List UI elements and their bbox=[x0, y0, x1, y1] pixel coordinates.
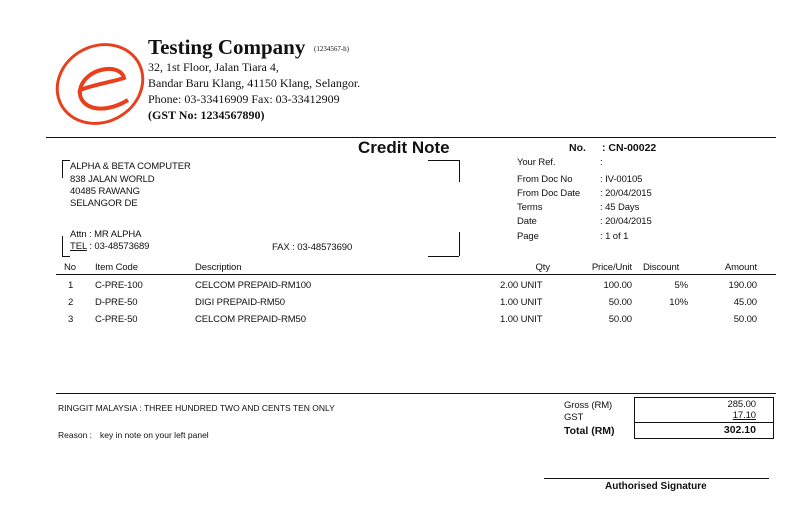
row-price: 50.00 bbox=[608, 297, 632, 308]
doc-title: Credit Note bbox=[358, 138, 450, 157]
row-amount: 50.00 bbox=[733, 314, 757, 325]
doc-info-value: : 45 Days bbox=[600, 202, 640, 213]
row-item-code: C-PRE-50 bbox=[95, 314, 138, 325]
row-qty: 1.00 UNIT bbox=[500, 314, 543, 325]
total-label: Total (RM) bbox=[564, 425, 615, 437]
doc-info-value: : bbox=[600, 157, 603, 168]
gross-value: 285.00 bbox=[727, 399, 756, 410]
row-amount: 190.00 bbox=[728, 280, 757, 291]
doc-info-label: Your Ref. bbox=[517, 157, 556, 168]
company-name: Testing Company bbox=[148, 35, 306, 59]
row-amount: 45.00 bbox=[733, 297, 757, 308]
customer-address1: 838 JALAN WORLD bbox=[70, 174, 155, 185]
company-gst: (GST No: 1234567890) bbox=[148, 108, 265, 122]
col-header-price: Price/Unit bbox=[591, 262, 632, 273]
doc-info-label: Date bbox=[517, 216, 537, 227]
row-price: 100.00 bbox=[603, 280, 632, 291]
doc-info-label: Terms bbox=[517, 202, 543, 213]
doc-no-value: : CN-00022 bbox=[602, 142, 657, 154]
customer-fax: FAX : 03-48573690 bbox=[272, 242, 353, 253]
customer-tel-value: : 03-48573689 bbox=[89, 241, 150, 252]
footer-divider bbox=[56, 393, 776, 394]
row-price: 50.00 bbox=[608, 314, 632, 325]
company-reg-no: (1234567-h) bbox=[314, 45, 349, 53]
reason-text: key in note on your left panel bbox=[100, 430, 209, 440]
col-header-no: No bbox=[64, 262, 76, 273]
row-qty: 2.00 UNIT bbox=[500, 280, 543, 291]
row-qty: 1.00 UNIT bbox=[500, 297, 543, 308]
row-discount: 5% bbox=[674, 280, 688, 291]
row-item-code: C-PRE-100 bbox=[95, 280, 143, 291]
col-header-description: Description bbox=[195, 262, 242, 273]
gross-label: Gross (RM) bbox=[564, 400, 613, 411]
col-header-amount: Amount bbox=[724, 262, 757, 273]
reason-label: Reason : bbox=[58, 430, 93, 440]
company-phone-fax: Phone: 03-33416909 Fax: 03-33412909 bbox=[148, 92, 340, 106]
row-no: 2 bbox=[68, 297, 74, 308]
doc-info-value: : IV-00105 bbox=[600, 174, 643, 185]
row-item-code: D-PRE-50 bbox=[95, 297, 138, 308]
gst-value: 17.10 bbox=[732, 410, 756, 421]
total-value: 302.10 bbox=[723, 424, 756, 436]
customer-tel-label: TEL bbox=[70, 241, 87, 252]
signature-label: Authorised Signature bbox=[605, 481, 707, 492]
table-header-divider bbox=[56, 274, 776, 275]
col-header-item-code: Item Code bbox=[95, 262, 138, 273]
row-description: CELCOM PREPAID-RM50 bbox=[195, 314, 306, 325]
customer-address2: 40485 RAWANG bbox=[70, 186, 140, 197]
doc-info-label: From Doc No bbox=[517, 174, 573, 185]
row-description: DIGI PREPAID-RM50 bbox=[195, 297, 285, 308]
company-address-line1: 32, 1st Floor, Jalan Tiara 4, bbox=[148, 60, 279, 74]
row-no: 1 bbox=[68, 280, 74, 291]
doc-info-label: From Doc Date bbox=[517, 188, 581, 199]
doc-no-label: No. bbox=[569, 142, 586, 154]
customer-tel bbox=[70, 241, 149, 252]
doc-info-label: Page bbox=[517, 231, 539, 242]
row-discount: 10% bbox=[669, 297, 688, 308]
customer-name: ALPHA & BETA COMPUTER bbox=[70, 161, 191, 172]
gst-label: GST bbox=[564, 412, 584, 423]
customer-attn: Attn : MR ALPHA bbox=[70, 229, 142, 240]
e-logo-icon bbox=[50, 38, 150, 130]
doc-info-value: : 20/04/2015 bbox=[600, 188, 652, 199]
customer-address3: SELANGOR DE bbox=[70, 198, 138, 209]
doc-info-value: : 20/04/2015 bbox=[600, 216, 652, 227]
signature-line bbox=[544, 478, 769, 479]
col-header-qty: Qty bbox=[535, 262, 550, 273]
doc-info-value: : 1 of 1 bbox=[600, 231, 629, 242]
row-description: CELCOM PREPAID-RM100 bbox=[195, 280, 312, 291]
row-no: 3 bbox=[68, 314, 74, 325]
amount-in-words: RINGGIT MALAYSIA : THREE HUNDRED TWO AND CENTS TEN ONLY bbox=[58, 403, 335, 413]
col-header-discount: Discount bbox=[643, 262, 680, 273]
company-address-line2: Bandar Baru Klang, 41150 Klang, Selangor. bbox=[148, 76, 361, 90]
